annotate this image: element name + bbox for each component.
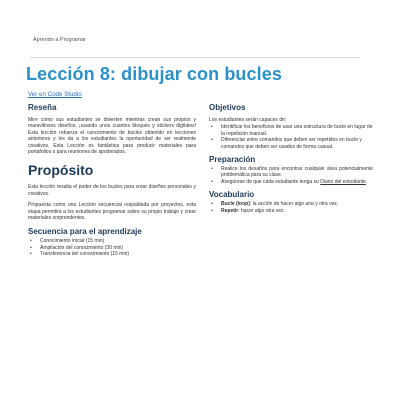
proposito-heading: Propósito xyxy=(28,162,94,179)
list-item: • Conocimiento inicial (15 min) xyxy=(28,238,196,244)
course-name: Aprendo a Programar xyxy=(33,37,86,43)
secuencia-heading: Secuencia para el aprendizaje xyxy=(28,227,142,237)
proposito-text-1: Esta lección resalta el poder de los bucles para crear diseños personales y creativos. xyxy=(28,184,196,197)
left-column xyxy=(28,103,196,258)
objetivos-section xyxy=(209,103,373,150)
preparacion-text: Asegúrese de que cada estudiante tenga su xyxy=(221,178,321,185)
objetivos-heading: Objetivos xyxy=(209,103,246,112)
vocabulario-heading: Vocabulario xyxy=(209,190,255,200)
preparacion-list xyxy=(209,166,373,185)
proposito-text-2: Propuesta como una Lección secuencial respaldada por proyectos, esta etapa permitirá a los estudiantes programar sobre su propio trabajo y crear materiales sorprendentes. xyxy=(28,202,196,222)
secuencia-list xyxy=(28,238,196,257)
resena-heading: Reseña xyxy=(28,103,57,112)
preparacion-heading: Preparación xyxy=(209,155,256,165)
vocab-term: Repetir xyxy=(221,207,239,214)
list-item: • Identificar los beneficios de usar una estructura de bucle en lugar de la repetición manual. xyxy=(209,124,373,137)
preparacion-section xyxy=(209,155,373,185)
list-item: • Diferenciar entre comandos que deben ser repetidos en bucle y comandos que deben ser usados de forma casual. xyxy=(209,137,373,150)
list-item xyxy=(209,179,373,185)
secuencia-section xyxy=(28,227,196,257)
vocabulario-list xyxy=(209,201,373,214)
list-item xyxy=(209,208,373,214)
diario-link[interactable]: Diario del estudiante xyxy=(320,178,366,185)
right-column xyxy=(209,103,373,214)
list-item: • Ampliación del conocimiento (30 min) xyxy=(28,245,196,251)
vocab-definition: : la acción de hacer algo una y otra vez. xyxy=(249,201,339,208)
resena-section xyxy=(28,103,196,155)
vocabulario-section xyxy=(209,190,373,214)
vocab-term: Bucle (loop) xyxy=(221,201,250,208)
objetivos-intro: Los estudiantes serán capaces de: xyxy=(209,117,287,123)
objetivos-list xyxy=(209,124,373,150)
code-studio-link[interactable]: Ver en Code Studio xyxy=(28,91,82,98)
proposito-section xyxy=(28,162,196,221)
vocab-definition: : hacer algo otra vez. xyxy=(238,207,285,214)
list-item: • Realice los desafíos para encontrar cualquier área potencialmente problemática para su clase. xyxy=(209,166,373,179)
preparacion-text-end: . xyxy=(365,178,368,185)
resena-text: Mire como sus estudiantes se divierten mientras crean sus propios y maravillosos diseños, ¡usando unos cuantos bloques y stickers digitales! Esta lección refuerza el conocimiento de bucles obtenido en lecciones anteriores y les da a los estudiantes la oportunidad de ser realmente creativos. Esta Lección es fantástica para producir materiales para portafolios o para reuniones de apoderados. xyxy=(28,117,196,156)
list-item: • Transferencia del conocimiento (15 min) xyxy=(28,251,196,257)
header-divider xyxy=(30,57,360,58)
page-title: Lección 8: dibujar con bucles xyxy=(26,64,282,84)
